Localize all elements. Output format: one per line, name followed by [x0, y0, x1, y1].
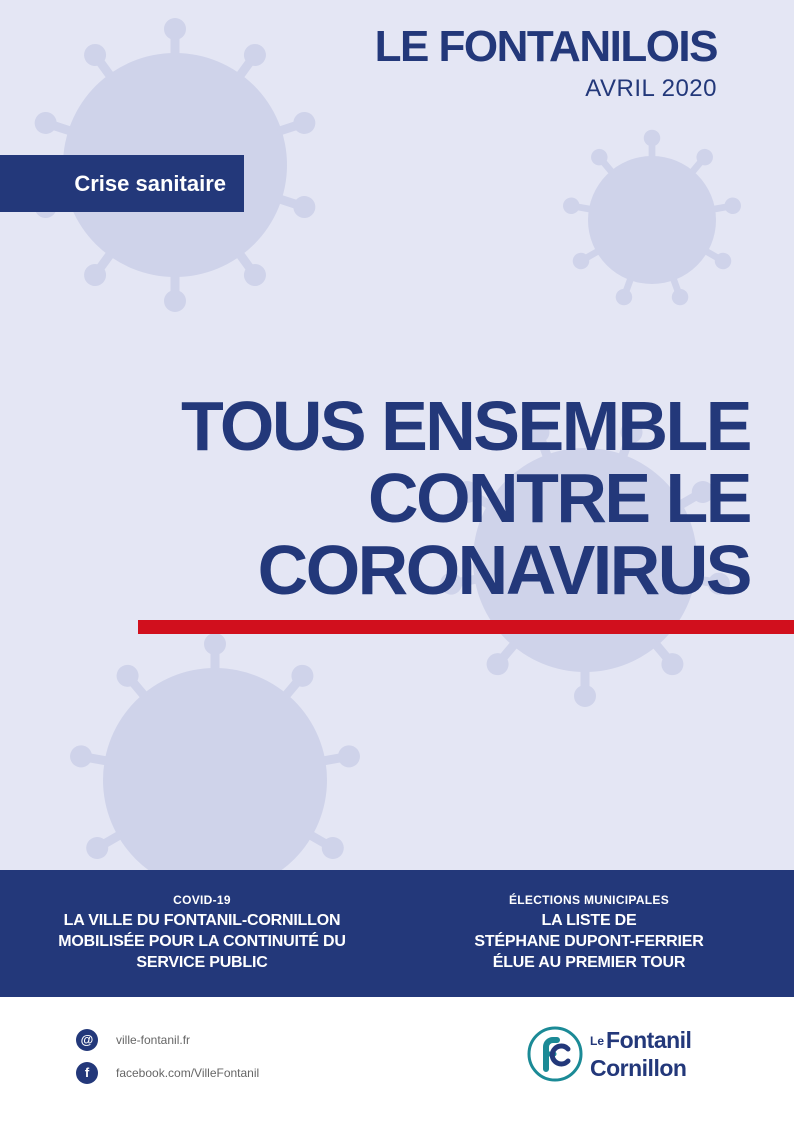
headline-line-3: CORONAVIRUS: [257, 531, 750, 609]
cover-headline: [180, 387, 750, 609]
virus-small-right: [562, 130, 743, 308]
publication-title: LE FONTANILOIS: [374, 22, 717, 71]
facebook-icon: f: [76, 1062, 98, 1084]
footer: [0, 997, 794, 1123]
news-kicker: ÉLECTIONS MUNICIPALES: [508, 893, 670, 907]
news-headline: [22, 910, 382, 973]
news-headline-line: MOBILISÉE POUR LA CONTINUITÉ DU: [58, 933, 346, 950]
city-logo: [526, 1025, 691, 1083]
news-headline-line: SERVICE PUBLIC: [136, 954, 268, 971]
news-band: [0, 870, 794, 997]
facebook-link[interactable]: facebook.com/VilleFontanil: [116, 1066, 260, 1080]
logo-le: Le: [590, 1034, 605, 1048]
news-headline-line: ÉLUE AU PREMIER TOUR: [492, 954, 686, 971]
logo-wordmark: [590, 1028, 691, 1080]
virus-bottom-left: [68, 633, 361, 870]
news-headline-line: LA VILLE DU FONTANIL-CORNILLON: [63, 912, 341, 929]
news-headline-line: LA LISTE DE: [541, 912, 637, 929]
red-divider: [138, 620, 794, 634]
logo-cornillon: Cornillon: [590, 1055, 687, 1081]
news-headline-line: STÉPHANE DUPONT-FERRIER: [474, 933, 704, 950]
website-link[interactable]: ville-fontanil.fr: [116, 1033, 191, 1047]
issue-date: AVRIL 2020: [585, 75, 717, 102]
news-kicker: COVID-19: [173, 893, 231, 907]
section-tag: Crise sanitaire: [0, 155, 244, 212]
fc-logo-icon: [526, 1025, 584, 1083]
contact-website[interactable]: [76, 1029, 190, 1051]
news-headline: [409, 910, 769, 973]
headline-line-1: TOUS ENSEMBLE: [180, 387, 750, 465]
masthead: [375, 22, 717, 104]
contact-facebook[interactable]: [76, 1062, 259, 1084]
news-teaser-elections: [409, 892, 769, 973]
logo-fontanil: Fontanil: [606, 1027, 692, 1053]
news-teaser-covid: [22, 892, 382, 973]
headline-line-2: CONTRE LE: [368, 459, 750, 537]
at-icon: @: [76, 1029, 98, 1051]
